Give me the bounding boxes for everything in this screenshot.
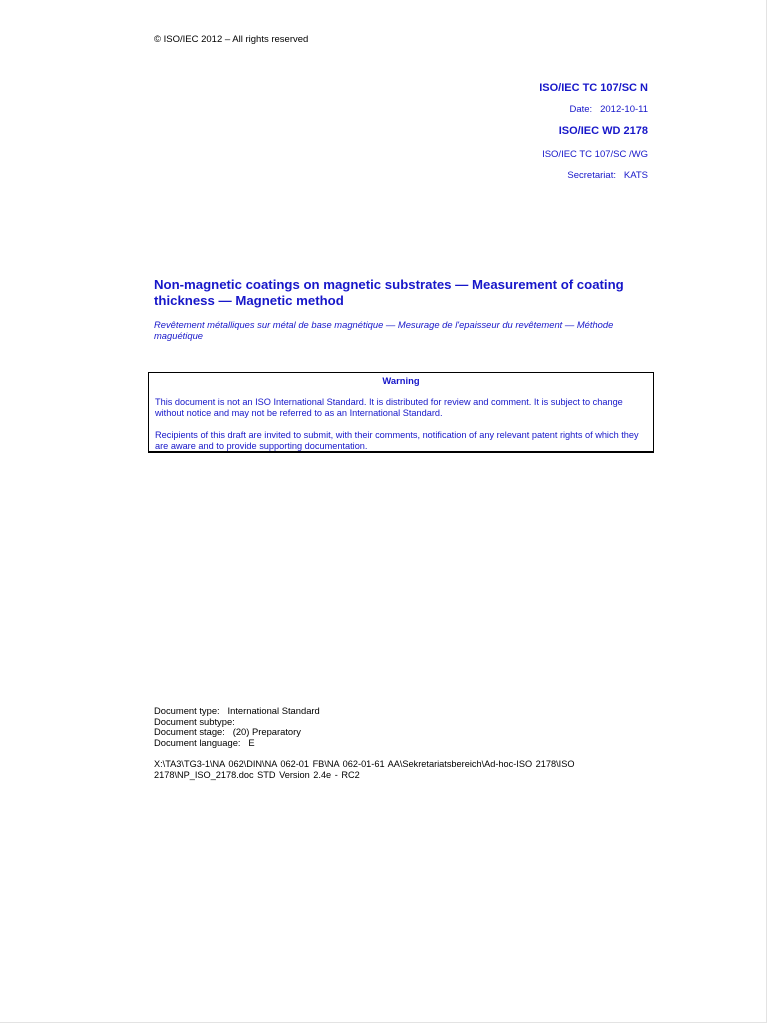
secretariat-value: KATS	[623, 170, 648, 181]
document-subtype-label: Document subtype:	[154, 715, 235, 727]
document-type-label: Document type:	[154, 705, 220, 716]
warning-box	[148, 372, 654, 453]
document-date	[569, 104, 648, 115]
date-value: 2012-10-11	[600, 104, 648, 115]
copyright-notice: © ISO/IEC 2012 – All rights reserved	[154, 34, 309, 45]
tc-sc-wg-reference: ISO/IEC TC 107/SC /WG	[542, 149, 648, 160]
document-language-label: Document language:	[154, 736, 241, 748]
warning-paragraph-2: Recipients of this draft are invited to submit, with their comments, notification of any relevant patent rights of which they are aware and to provide supporting documentation.	[155, 430, 639, 451]
warning-heading: Warning	[382, 375, 420, 386]
document-language-value: E	[248, 736, 255, 748]
document-metadata	[154, 706, 320, 748]
warning-paragraph-1: This document is not an ISO International Standard. It is distributed for review and comment. It is subject to change without notice and may not be referred to as an International Standard.	[155, 397, 623, 418]
document-stage-label: Document stage:	[154, 726, 225, 738]
document-type-value: International Standard	[227, 705, 320, 716]
document-title-english: Non-magnetic coatings on magnetic substrates — Measurement of coating thickness — Magnetic method	[154, 277, 624, 308]
secretariat-label: Secretariat:	[567, 170, 616, 181]
document-stage-value: (20) Preparatory	[232, 726, 301, 738]
secretariat	[567, 170, 648, 181]
file-path: X:\TA3\TG3-1\NA 062\DIN\NA 062-01 FB\NA 062-01-61 AA\Sekretariatsbereich\Ad-hoc-ISO 2178\ISO 2178\NP_ISO_2178.doc STD Version 2.4e - RC2	[154, 759, 575, 780]
work-item-number: ISO/IEC WD 2178	[558, 125, 648, 137]
date-label: Date:	[569, 104, 593, 115]
document-title-french: Revêtement métalliques sur métal de base magnétique — Mesurage de l'epaisseur du revêtement — Méthode maguétique	[154, 319, 614, 341]
committee-document-number: ISO/IEC TC 107/SC N	[539, 82, 648, 94]
document-language-row	[154, 738, 320, 749]
